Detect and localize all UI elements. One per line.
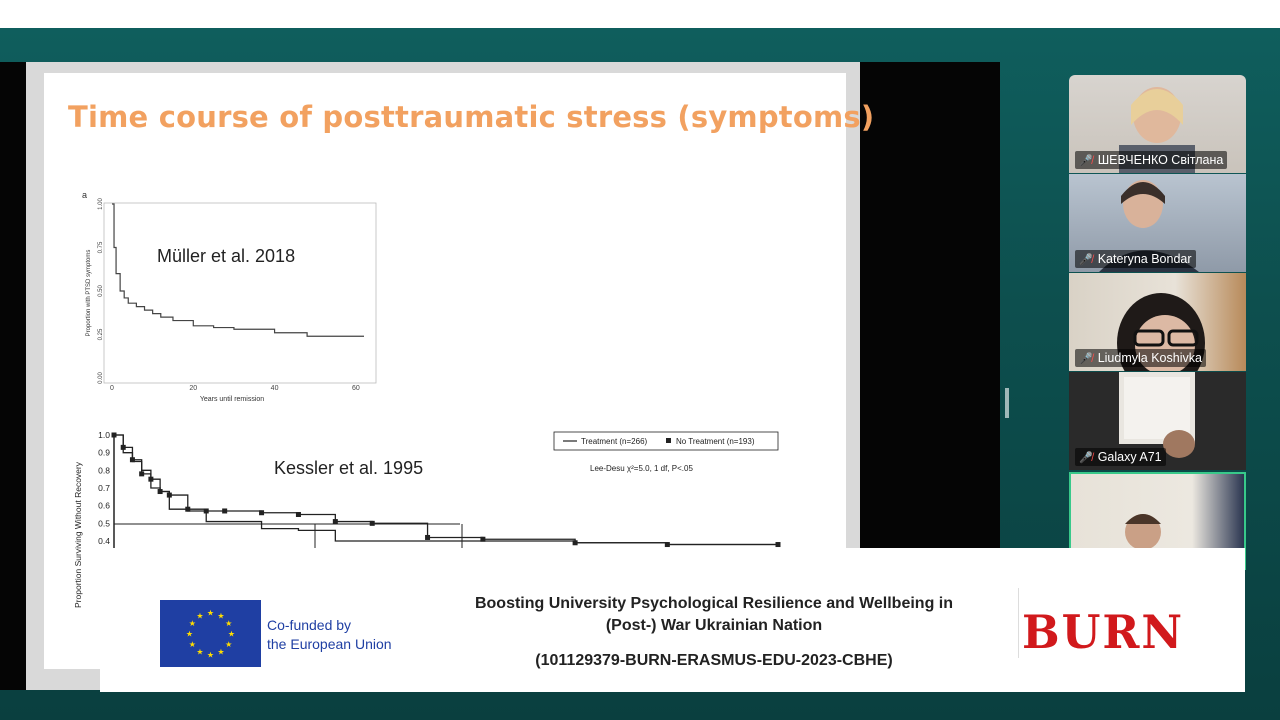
eu-flag-icon xyxy=(160,600,261,667)
participant-name-tag xyxy=(1075,349,1206,367)
chart-annotation: Lee-Desu χ²=5.0, 1 df, P<.05 xyxy=(590,464,693,473)
y-tick-label: 1.0 xyxy=(98,430,110,440)
video-tile-2[interactable] xyxy=(1069,174,1246,272)
y-tick-label: 0.5 xyxy=(98,518,110,529)
participant-name: Kateryna Bondar xyxy=(1097,252,1192,266)
chart-muller xyxy=(82,188,382,410)
x-tick-label: 20 xyxy=(189,385,198,392)
eu-star: ★ xyxy=(225,640,233,649)
video-tile-1[interactable] xyxy=(1069,75,1246,173)
y-axis-label: Proportion Surviving Without Recovery xyxy=(73,462,83,608)
project-title-line-1: Boosting University Psychological Resilience and Wellbeing in xyxy=(474,595,954,612)
y-axis-label: Proportion with PTSD symptoms xyxy=(86,249,92,337)
y-tick-label: 0.75 xyxy=(98,241,104,254)
y-tick-label: 0.00 xyxy=(98,372,104,384)
plot-frame xyxy=(104,203,376,383)
no-treatment-point xyxy=(158,489,163,494)
no-treatment-point xyxy=(573,540,578,545)
legend-no-treatment: No Treatment (n=193) xyxy=(676,437,755,446)
eu-star: ★ xyxy=(206,608,215,618)
participant-name: Galaxy A71 xyxy=(1097,450,1162,464)
y-tick-label: 0.8 xyxy=(98,465,110,476)
eu-cofunded-text xyxy=(267,616,392,654)
eu-text-line-2: the European Union xyxy=(267,636,392,652)
project-code: (101129379-BURN-ERASMUS-EDU-2023-CBHE) xyxy=(535,652,893,669)
participant-name: ШЕВЧЕНКО Світлана xyxy=(1097,153,1224,167)
legend-treatment: Treatment (n=266) xyxy=(581,437,648,446)
mic-muted-icon: 🎤̸ xyxy=(1079,452,1093,464)
no-treatment-point xyxy=(185,507,190,512)
treatment-curve xyxy=(114,435,778,545)
no-treatment-point xyxy=(425,535,430,540)
burn-logo xyxy=(1018,586,1188,666)
eu-star: ★ xyxy=(188,619,196,628)
eu-star: ★ xyxy=(188,640,196,649)
reference-kessler: Kessler et al. 1995 xyxy=(274,458,424,478)
x-tick-label: 60 xyxy=(351,385,360,392)
eu-star: ★ xyxy=(206,650,215,660)
no-treatment-point xyxy=(121,445,126,450)
burn-logo-text: BURN xyxy=(1022,605,1184,659)
y-tick-label: 1.00 xyxy=(98,198,104,210)
no-treatment-point xyxy=(776,542,781,547)
no-treatment-point xyxy=(333,519,338,524)
eu-star: ★ xyxy=(196,647,204,657)
x-axis-label: Years until remission xyxy=(199,396,265,403)
eu-star: ★ xyxy=(227,629,236,639)
no-treatment-point xyxy=(167,493,172,498)
no-treatment-point xyxy=(222,508,227,513)
no-treatment-point xyxy=(139,471,144,476)
y-tick-label: 0.4 xyxy=(98,536,110,546)
project-title xyxy=(420,593,1008,637)
panel-resize-handle[interactable] xyxy=(1005,388,1009,418)
x-tick-label: 0 xyxy=(110,385,114,392)
participant-name-tag xyxy=(1075,448,1166,466)
no-treatment-point xyxy=(665,542,670,547)
no-treatment-point xyxy=(204,508,209,513)
video-tile-3[interactable] xyxy=(1069,273,1246,371)
project-title-line-2: (Post-) War Ukrainian Nation xyxy=(605,617,823,634)
mic-muted-icon: 🎤̸ xyxy=(1079,353,1093,365)
no-treatment-point xyxy=(112,433,117,438)
panel-label: a xyxy=(82,190,88,200)
legend-no-treatment-marker xyxy=(666,438,671,443)
no-treatment-point xyxy=(370,521,375,526)
slide-title: Time course of posttraumatic stress (symptoms) xyxy=(68,100,875,134)
y-tick-label: 0.50 xyxy=(98,285,104,297)
eu-star: ★ xyxy=(185,629,194,639)
y-tick-label: 0.6 xyxy=(98,500,110,511)
participant-name: Liudmyla Koshivka xyxy=(1097,351,1202,365)
eu-star: ★ xyxy=(196,611,204,621)
no-treatment-point xyxy=(480,537,485,542)
window-top-bar xyxy=(0,0,1280,28)
y-tick-label: 0.25 xyxy=(98,328,104,341)
eu-stars xyxy=(160,600,261,667)
no-treatment-curve xyxy=(114,435,778,545)
y-tick-label: 0.7 xyxy=(98,483,110,493)
no-treatment-point xyxy=(296,512,301,517)
survival-curve xyxy=(112,204,364,336)
eu-star: ★ xyxy=(225,619,233,628)
x-tick-label: 40 xyxy=(270,385,279,392)
eu-star: ★ xyxy=(217,611,225,621)
no-treatment-point xyxy=(130,457,135,462)
eu-star: ★ xyxy=(217,647,225,657)
reference-muller: Müller et al. 2018 xyxy=(157,246,296,266)
no-treatment-point xyxy=(148,477,153,482)
participant-name-tag xyxy=(1075,250,1196,268)
mic-muted-icon: 🎤̸ xyxy=(1079,254,1093,266)
participant-name-tag xyxy=(1075,151,1227,169)
video-tile-4[interactable] xyxy=(1069,372,1246,470)
eu-text-line-1: Co-funded by xyxy=(267,617,352,633)
y-tick-label: 0.9 xyxy=(98,447,110,458)
mic-muted-icon: 🎤̸ xyxy=(1079,155,1093,167)
no-treatment-point xyxy=(259,510,264,515)
